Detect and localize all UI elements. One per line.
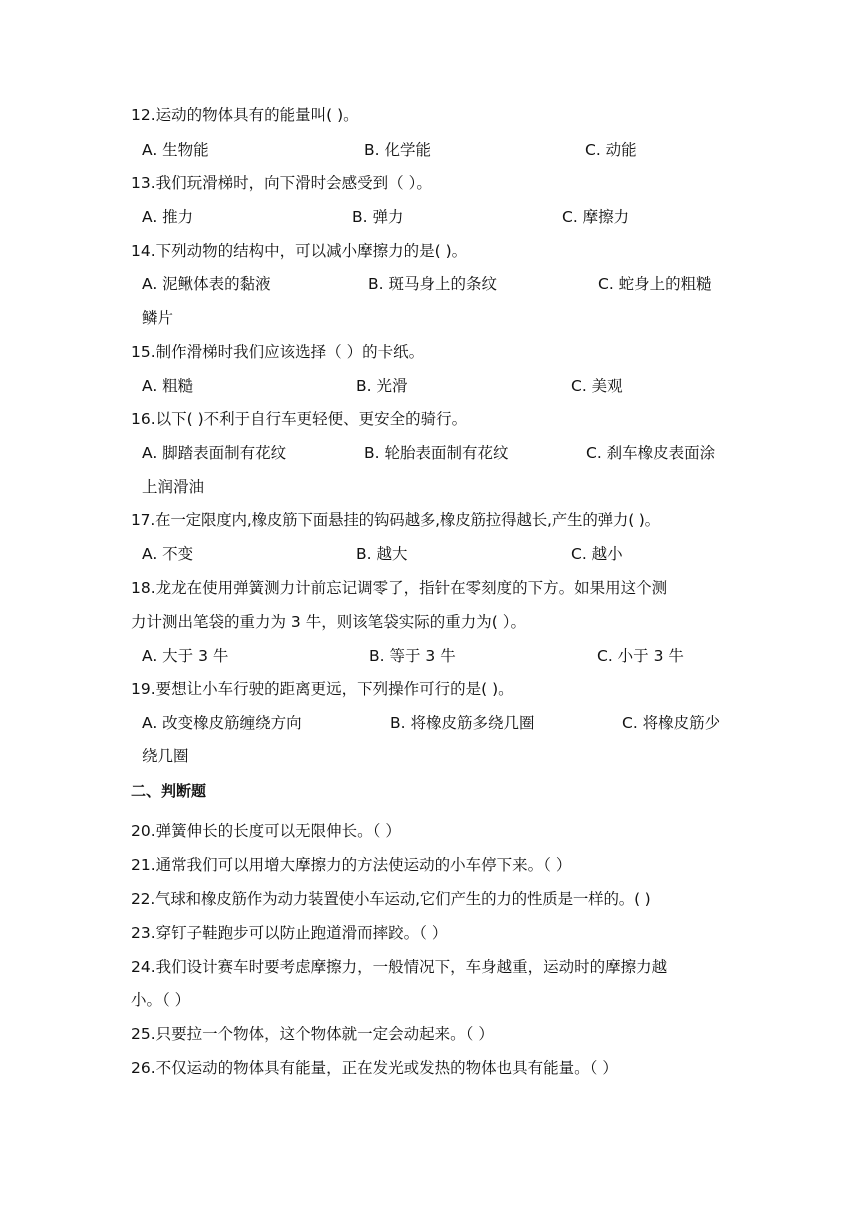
judgment-25: 25.只要拉一个物体，这个物体就一定会动起来。（ ） [131, 1025, 494, 1043]
option-a: A. 大于 3 牛 [142, 647, 229, 665]
option-a: A. 脚踏表面制有花纹 [142, 444, 287, 462]
option-a: A. 生物能 [142, 141, 209, 159]
option-b: B. 斑马身上的条纹 [368, 275, 497, 293]
option-b: B. 轮胎表面制有花纹 [364, 444, 509, 462]
option-b: B. 光滑 [356, 377, 408, 395]
option-continuation-14: 鳞片 [142, 309, 174, 327]
judgment-23: 23.穿钉子鞋跑步可以防止跑道滑而摔跤。（ ） [131, 924, 448, 942]
option-b: B. 化学能 [364, 141, 431, 159]
option-c: C. 刹车橡皮表面涂 [586, 444, 716, 462]
option-c: C. 小于 3 牛 [597, 647, 684, 665]
option-a: A. 粗糙 [142, 377, 194, 395]
judgment-26: 26.不仅运动的物体具有能量，正在发光或发热的物体也具有能量。（ ） [131, 1059, 618, 1077]
question-18: 18.龙龙在使用弹簧测力计前忘记调零了，指针在零刻度的下方。如果用这个测 [131, 579, 668, 597]
section-title: 二、判断题 [131, 782, 207, 800]
option-a: A. 推力 [142, 208, 194, 226]
judgment-21: 21.通常我们可以用增大摩擦力的方法使运动的小车停下来。（ ） [131, 856, 572, 874]
question-15: 15.制作滑梯时我们应该选择（ ）的卡纸。 [131, 343, 425, 361]
option-b: B. 越大 [356, 545, 408, 563]
option-a: A. 不变 [142, 545, 194, 563]
question-17: 17.在一定限度内,橡皮筋下面悬挂的钩码越多,橡皮筋拉得越长,产生的弹力( )。 [131, 511, 660, 529]
question-12: 12.运动的物体具有的能量叫( )。 [131, 106, 359, 124]
option-continuation-16: 上润滑油 [142, 478, 205, 496]
judgment-22: 22.气球和橡皮筋作为动力装置使小车运动,它们产生的力的性质是一样的。( ) [131, 890, 651, 908]
option-a: A. 改变橡皮筋缠绕方向 [142, 714, 302, 732]
question-14: 14.下列动物的结构中，可以减小摩擦力的是( )。 [131, 242, 468, 260]
option-c: C. 摩擦力 [562, 208, 630, 226]
option-c: C. 将橡皮筋少 [622, 714, 721, 732]
option-b: B. 将橡皮筋多绕几圈 [390, 714, 535, 732]
question-16: 16.以下( )不利于自行车更轻便、更安全的骑行。 [131, 410, 468, 428]
judgment-24: 24.我们设计赛车时要考虑摩擦力，一般情况下，车身越重，运动时的摩擦力越 [131, 958, 668, 976]
option-c: C. 越小 [571, 545, 623, 563]
option-continuation-19: 绕几圈 [142, 747, 189, 765]
option-b: B. 等于 3 牛 [369, 647, 456, 665]
judgment-24-line-2: 小。（ ） [131, 991, 191, 1009]
option-a: A. 泥鳅体表的黏液 [142, 275, 271, 293]
option-c: C. 动能 [585, 141, 637, 159]
option-b: B. 弹力 [352, 208, 404, 226]
question-18-line-2: 力计测出笔袋的重力为 3 牛，则该笔袋实际的重力为( ）。 [131, 613, 526, 631]
option-c: C. 美观 [571, 377, 623, 395]
question-13: 13.我们玩滑梯时，向下滑时会感受到（ ）。 [131, 174, 432, 192]
question-19: 19.要想让小车行驶的距离更远，下列操作可行的是( )。 [131, 680, 514, 698]
option-c: C. 蛇身上的粗糙 [598, 275, 712, 293]
judgment-20: 20.弹簧伸长的长度可以无限伸长。（ ） [131, 822, 401, 840]
